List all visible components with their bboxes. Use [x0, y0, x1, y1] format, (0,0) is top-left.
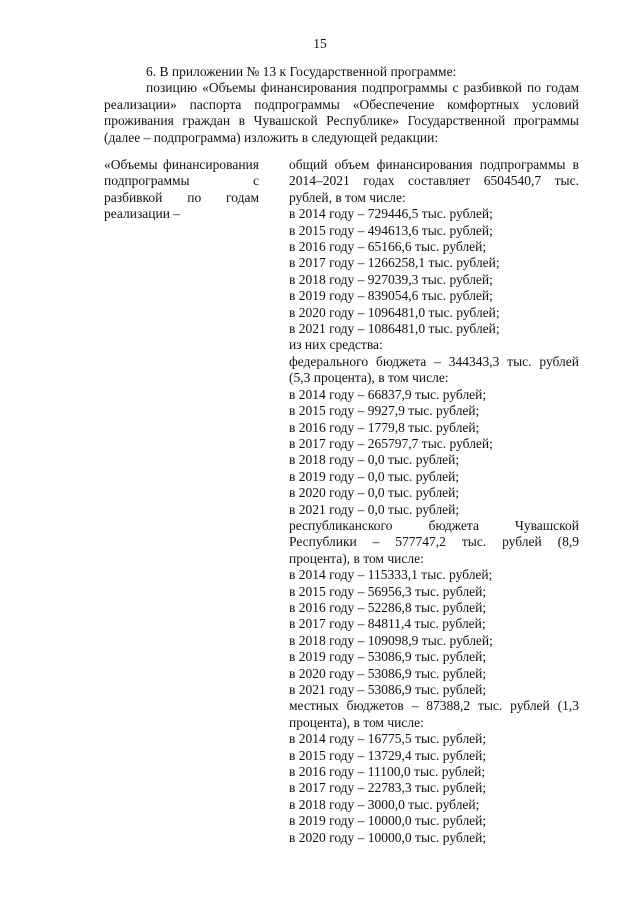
funding-line: республиканского бюджета Чувашской Республики – 577747,2 тыс. рублей (8,9 процента), в том числе:	[289, 517, 579, 566]
page-number: 15	[313, 36, 327, 51]
funding-line: общий объем финансирования подпрограммы в 2014–2021 годах составляет 6504540,7 тыс. рублей, в том числе:	[289, 157, 579, 205]
funding-line: в 2020 году – 1096481,0 тыс. рублей;	[289, 304, 500, 320]
funding-line: в 2016 году – 65166,6 тыс. рублей;	[289, 239, 487, 255]
funding-details	[289, 157, 579, 846]
funding-line: в 2019 году – 0,0 тыс. рублей;	[289, 468, 460, 484]
funding-line: в 2017 году – 265797,7 тыс. рублей;	[289, 435, 493, 451]
funding-line: в 2016 году – 1779,8 тыс. рублей;	[289, 419, 480, 435]
funding-position-label	[104, 157, 259, 846]
funding-line: из них средства:	[289, 337, 383, 353]
funding-line: в 2018 году – 3000,0 тыс. рублей;	[289, 796, 480, 812]
amendment-heading: 6. В приложении № 13 к Государственной программе:	[146, 64, 457, 79]
funding-line: в 2015 году – 56956,3 тыс. рублей;	[289, 583, 487, 599]
amendment-paragraph: позицию «Объемы финансирования подпрограммы с разбивкой по годам реализации» паспорта подпрограммы «Обеспечение комфортных условий проживания граждан в Чувашской Республике» Государственной программы (далее – подпрограмма) изложить в следующей редакции:	[104, 80, 579, 145]
funding-table	[104, 157, 579, 846]
funding-line: в 2019 году – 10000,0 тыс. рублей;	[289, 813, 487, 829]
funding-line: в 2015 году – 494613,6 тыс. рублей;	[289, 222, 493, 238]
funding-line: федерального бюджета – 344343,3 тыс. рублей (5,3 процента), в том числе:	[289, 353, 579, 386]
funding-line: в 2018 году – 927039,3 тыс. рублей;	[289, 271, 493, 287]
funding-line: в 2020 году – 10000,0 тыс. рублей;	[289, 829, 487, 845]
funding-line: в 2017 году – 22783,3 тыс. рублей;	[289, 780, 487, 796]
position-dash: –	[173, 206, 181, 222]
funding-line: в 2021 году – 1086481,0 тыс. рублей;	[289, 321, 500, 337]
funding-line: в 2018 году – 0,0 тыс. рублей;	[289, 452, 460, 468]
intro-section	[104, 64, 579, 146]
funding-line: в 2014 году – 729446,5 тыс. рублей;	[289, 206, 493, 222]
funding-line: в 2021 году – 0,0 тыс. рублей;	[289, 501, 460, 517]
funding-line: в 2020 году – 53086,9 тыс. рублей;	[289, 665, 487, 681]
funding-position-text: «Объемы финансирования подпрограммы с разбивкой по годам реализации	[104, 157, 259, 222]
funding-line: в 2016 году – 52286,8 тыс. рублей;	[289, 599, 487, 615]
funding-line: в 2014 году – 16775,5 тыс. рублей;	[289, 731, 487, 747]
funding-line: в 2014 году – 115333,1 тыс. рублей;	[289, 567, 493, 583]
funding-line: в 2015 году – 13729,4 тыс. рублей;	[289, 747, 487, 763]
funding-line: местных бюджетов – 87388,2 тыс. рублей (1,3 процента), в том числе:	[289, 698, 579, 730]
funding-line: в 2021 году – 53086,9 тыс. рублей;	[289, 682, 487, 697]
funding-line: в 2014 году – 66837,9 тыс. рублей;	[289, 386, 487, 402]
funding-line: в 2019 году – 839054,6 тыс. рублей;	[289, 288, 493, 304]
funding-line: в 2015 году – 9927,9 тыс. рублей;	[289, 403, 480, 419]
funding-line: в 2016 году – 11100,0 тыс. рублей;	[289, 764, 486, 780]
funding-line: в 2020 году – 0,0 тыс. рублей;	[289, 485, 460, 501]
funding-line: в 2017 году – 1266258,1 тыс. рублей;	[289, 255, 500, 271]
funding-line: в 2018 году – 109098,9 тыс. рублей;	[289, 632, 493, 648]
funding-line: в 2019 году – 53086,9 тыс. рублей;	[289, 649, 487, 665]
funding-line: в 2017 году – 84811,4 тыс. рублей;	[289, 616, 486, 632]
